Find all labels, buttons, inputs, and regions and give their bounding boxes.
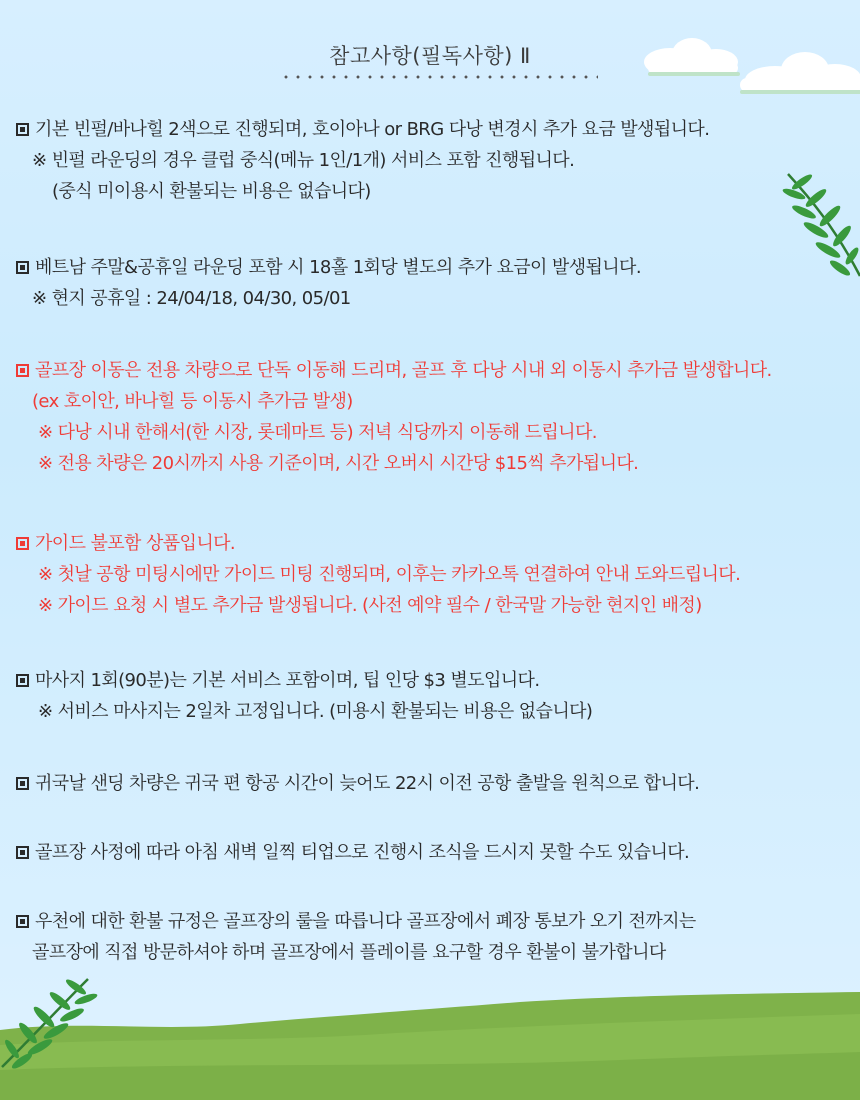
fern-leaf-decoration (0, 975, 100, 1075)
notice-line: (중식 미이용시 환불되는 비용은 없습니다) (52, 181, 371, 202)
notice-base-course (16, 114, 709, 207)
notice-line: 베트남 주말&공휴일 라운딩 포함 시 18홀 1회당 별도의 추가 요금이 발생됩니다. (16, 252, 641, 283)
square-bullet-icon (16, 537, 29, 550)
notice-line: 골프장에 직접 방문하셔야 하며 골프장에서 플레이를 요구할 경우 환불이 불가합니다 (32, 942, 666, 963)
notice-tee-up (16, 837, 689, 868)
notice-line: ※ 서비스 마사지는 2일차 고정입니다. (미용시 환불되는 비용은 없습니다) (38, 701, 593, 722)
notice-sending (16, 768, 699, 799)
notice-line: 귀국날 샌딩 차량은 귀국 편 항공 시간이 늦어도 22시 이전 공항 출발을 원칙으로 합니다. (16, 768, 699, 799)
notice-weekend-holiday (16, 252, 641, 314)
page-title: 참고사항(필독사항) Ⅱ (329, 44, 531, 68)
notice-guide (16, 528, 740, 621)
notice-rain-refund (16, 906, 696, 968)
notice-massage (16, 665, 592, 727)
notice-line: ※ 첫날 공항 미팅시에만 가이드 미팅 진행되며, 이후는 카카오톡 연결하여 안내 도와드립니다. (38, 564, 741, 585)
square-bullet-icon (16, 777, 29, 790)
square-bullet-icon (16, 846, 29, 859)
notice-line: ※ 다낭 시내 한해서(한 시장, 롯데마트 등) 저녁 식당까지 이동해 드립니다. (38, 422, 597, 443)
notice-line: ※ 현지 공휴일 : 24/04/18, 04/30, 05/01 (32, 288, 351, 309)
notice-line: 마사지 1회(90분)는 기본 서비스 포함이며, 팁 인당 $3 별도입니다. (16, 665, 592, 696)
notice-line: ※ 전용 차량은 20시까지 사용 기준이며, 시간 오버시 시간당 $15씩 추가됩니다. (38, 453, 639, 474)
square-bullet-icon (16, 123, 29, 136)
notice-line: 가이드 불포함 상품입니다. (16, 528, 740, 559)
notice-line: 우천에 대한 환불 규정은 골프장의 룰을 따릅니다 골프장에서 폐장 통보가 오기 전까지는 (16, 906, 696, 937)
square-bullet-icon (16, 915, 29, 928)
square-bullet-icon (16, 261, 29, 274)
notice-line: 기본 빈펄/바나힐 2색으로 진행되며, 호이아나 or BRG 다낭 변경시 추가 요금 발생됩니다. (16, 114, 709, 145)
title-underline-dots (280, 74, 598, 80)
notice-line: ※ 가이드 요청 시 별도 추가금 발생됩니다. (사전 예약 필수 / 한국말 가능한 현지인 배정) (38, 595, 702, 616)
notice-line: (ex 호이안, 바나힐 등 이동시 추가금 발생) (32, 391, 353, 412)
notice-line: 골프장 사정에 따라 아침 새벽 일찍 티업으로 진행시 조식을 드시지 못할 수도 있습니다. (16, 837, 689, 868)
notice-transport (16, 355, 772, 479)
notice-line: ※ 빈펄 라운딩의 경우 클럽 중식(메뉴 1인/1개) 서비스 포함 진행됩니다. (32, 150, 575, 171)
grass-decoration (0, 990, 860, 1100)
square-bullet-icon (16, 674, 29, 687)
fern-leaf-decoration (780, 168, 860, 288)
square-bullet-icon (16, 364, 29, 377)
notice-line: 골프장 이동은 전용 차량으로 단독 이동해 드리며, 골프 후 다낭 시내 외 이동시 추가금 발생합니다. (16, 355, 772, 386)
